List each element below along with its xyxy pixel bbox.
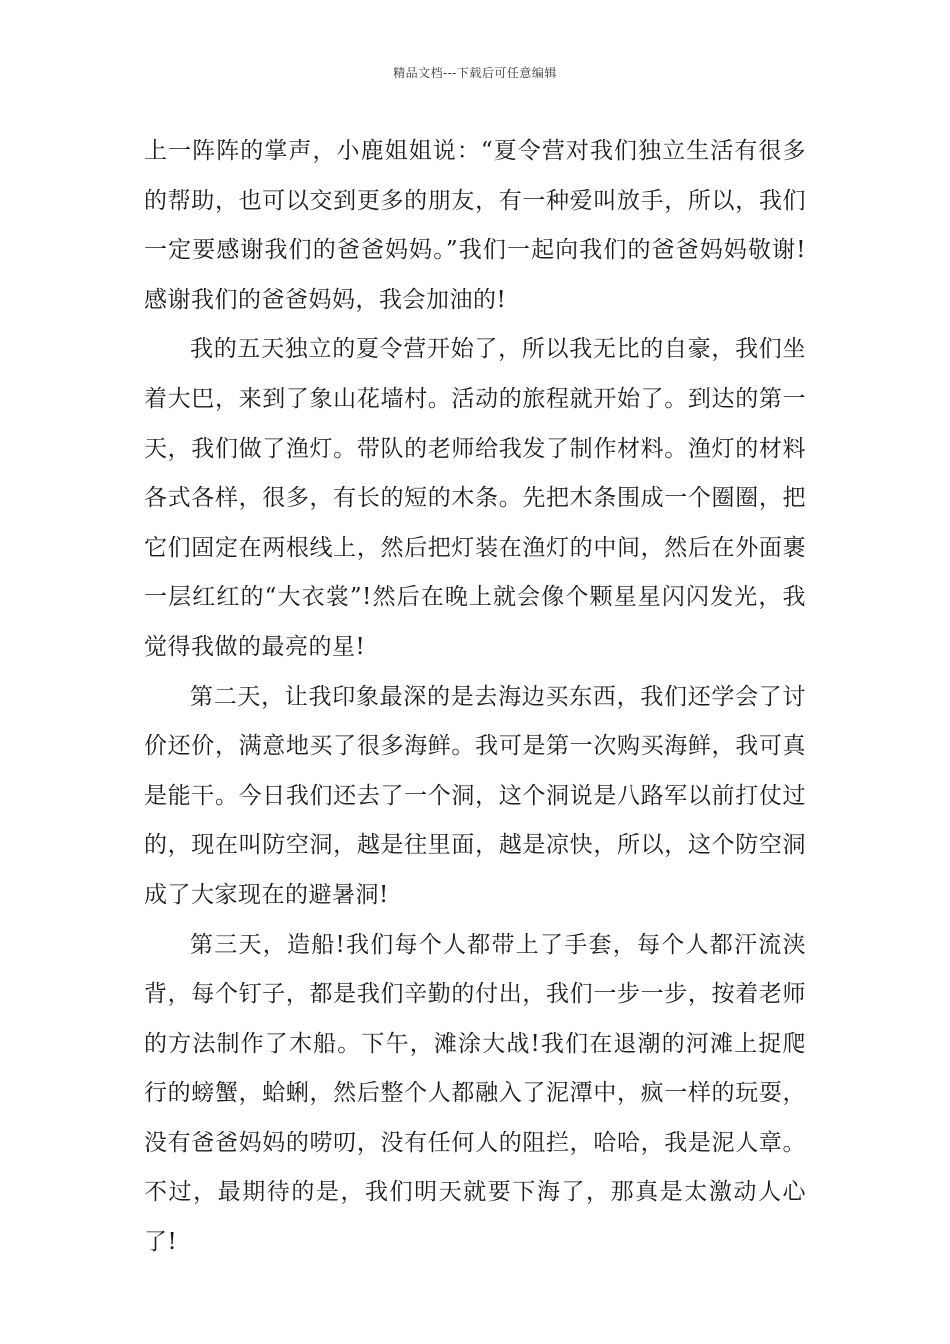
paragraph-day-two: 第二天，让我印象最深的是去海边买东西，我们还学会了讨价还价，满意地买了很多海鲜。我可是第一次购买海鲜，我可真是能干。今日我们还去了一个洞，这个洞说是八路军以前打仗过的，现在叫防空洞，越是往里面，越是凉快，所以，这个防空洞成了大家现在的避暑洞! [144,683,806,908]
paragraph-continued: 上一阵阵的掌声，小鹿姐姐说：“夏令营对我们独立生活有很多的帮助，也可以交到更多的朋友，有一种爱叫放手，所以，我们一定要感谢我们的爸爸妈妈。”我们一起向我们的爸爸妈妈敬谢!感谢我们的爸爸妈妈，我会加油的! [144,138,806,313]
document-body [144,127,806,1268]
paragraph-summer-camp-start: 我的五天独立的夏令营开始了，所以我无比的自豪，我们坐着大巴，来到了象山花墙村。活动的旅程就开始了。到达的第一天，我们做了渔灯。带队的老师给我发了制作材料。渔灯的材料各式各样，很多，有长的短的木条。先把木条围成一个圈圈，把它们固定在两根线上，然后把灯装在渔灯的中间，然后在外面裹一层红红的“大衣裳”!然后在晚上就会像个颗星星闪闪发光，我觉得我做的最亮的星! [144,336,806,660]
paragraph-day-three: 第三天，造船!我们每个人都带上了手套，每个人都汗流浃背，每个钉子，都是我们辛勤的付出，我们一步一步，按着老师的方法制作了木船。下午，滩涂大战!我们在退潮的河滩上捉爬行的螃蟹，蛤蜊，然后整个人都融入了泥潭中，疯一样的玩耍，没有爸爸妈妈的唠叨，没有任何人的阻拦，哈哈，我是泥人章。不过，最期待的是，我们明天就要下海了，那真是太激动人心了! [144,931,806,1256]
page-header: 精品文档---下载后可任意编辑 [393,66,557,80]
